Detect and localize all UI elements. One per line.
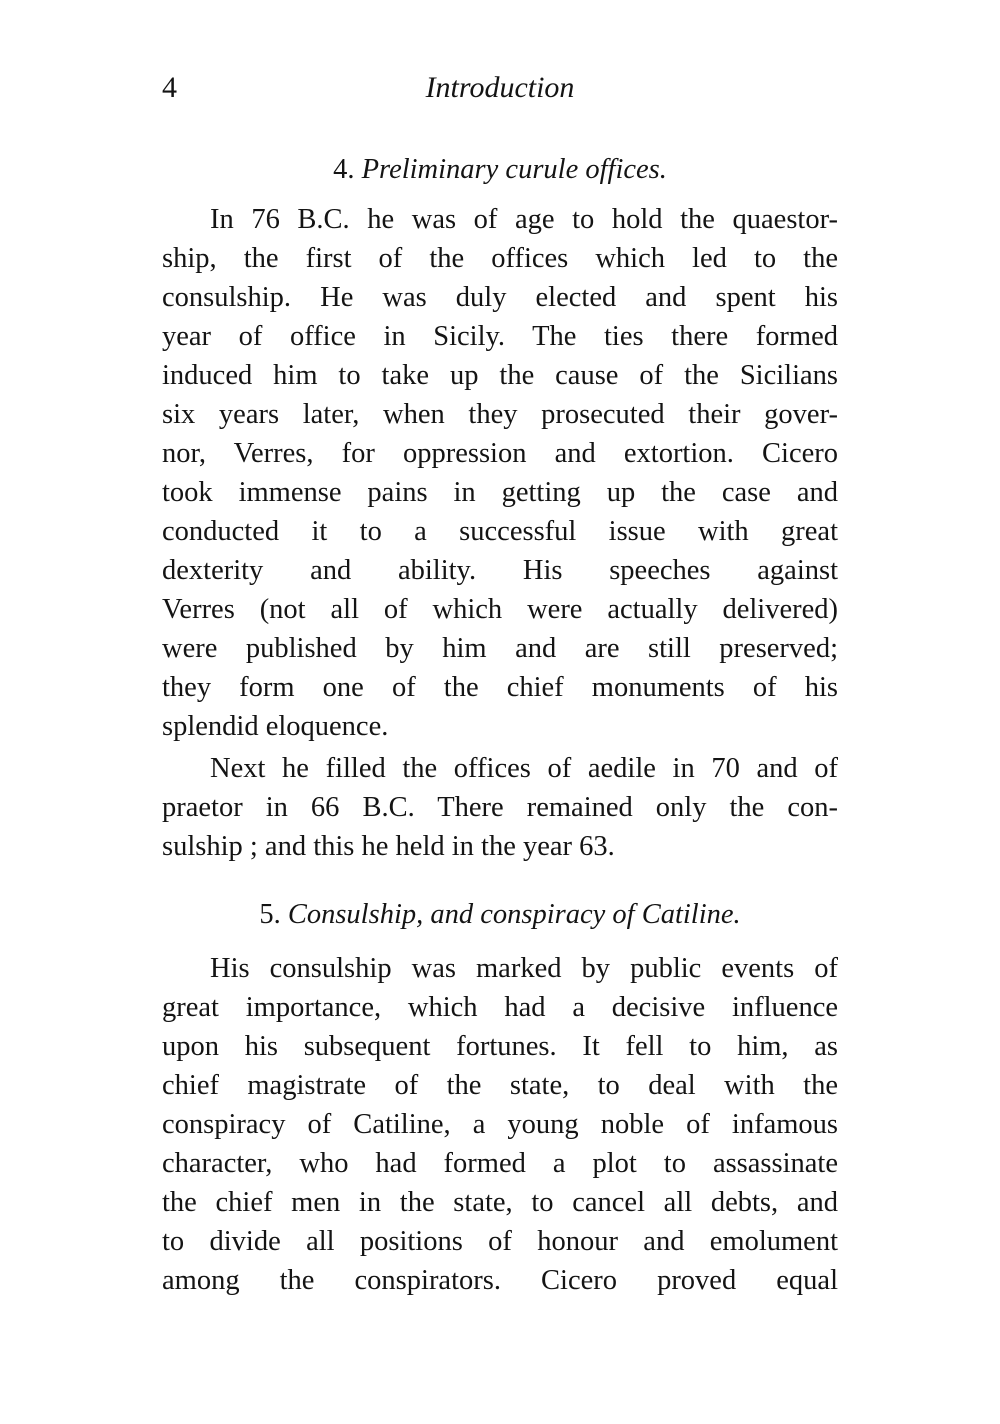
text-line: six years later, when they prosecuted their gover-: [162, 399, 838, 430]
text-line: induced him to take up the cause of the Sicilians: [162, 360, 838, 391]
paragraph: [162, 949, 838, 1300]
text-line: Next he filled the offices of aedile in 70 and of: [210, 753, 838, 784]
running-head: [162, 68, 838, 108]
text-line: His consulship was marked by public events of: [210, 953, 838, 984]
page-number: 4: [162, 71, 177, 104]
paragraph: [162, 200, 838, 746]
text-line: conspiracy of Catiline, a young noble of infamous: [162, 1109, 838, 1140]
text-line: nor, Verres, for oppression and extortion. Cicero: [162, 438, 838, 469]
running-title: Introduction: [425, 71, 575, 104]
section-heading: [162, 895, 838, 935]
text-line: they form one of the chief monuments of his: [162, 672, 838, 703]
text-line: chief magistrate of the state, to deal with the: [162, 1070, 838, 1101]
text-line: In 76 B.C. he was of age to hold the quaestor-: [210, 204, 838, 235]
text-line: praetor in 66 B.C. There remained only the con-: [162, 792, 838, 823]
text-line: to divide all positions of honour and emolument: [162, 1226, 838, 1257]
text-line: consulship. He was duly elected and spent his: [162, 282, 838, 313]
paragraph: [162, 749, 838, 866]
text-line: the chief men in the state, to cancel all debts, and: [162, 1187, 838, 1218]
text-line: were published by him and are still preserved;: [162, 633, 838, 664]
text-line: year of office in Sicily. The ties there formed: [162, 321, 838, 352]
section-title: Preliminary curule offices.: [361, 154, 667, 185]
section-heading: [162, 150, 838, 190]
text-line: conducted it to a successful issue with great: [162, 516, 838, 547]
text-line: Verres (not all of which were actually delivered): [162, 594, 838, 625]
text-line: sulship ; and this he held in the year 63.: [162, 831, 615, 862]
text-line: great importance, which had a decisive influence: [162, 992, 838, 1023]
text-line: ship, the first of the offices which led to the: [162, 243, 838, 274]
text-line: dexterity and ability. His speeches against: [162, 555, 838, 586]
text-line: took immense pains in getting up the case and: [162, 477, 838, 508]
text-line: upon his subsequent fortunes. It fell to him, as: [162, 1031, 838, 1062]
text-line: splendid eloquence.: [162, 711, 389, 742]
section-number: 5.: [259, 899, 281, 930]
text-line: character, who had formed a plot to assassinate: [162, 1148, 838, 1179]
section-number: 4.: [333, 154, 355, 185]
section-title: Consulship, and conspiracy of Catiline.: [287, 899, 741, 930]
text-line: among the conspirators. Cicero proved equal: [162, 1265, 838, 1296]
